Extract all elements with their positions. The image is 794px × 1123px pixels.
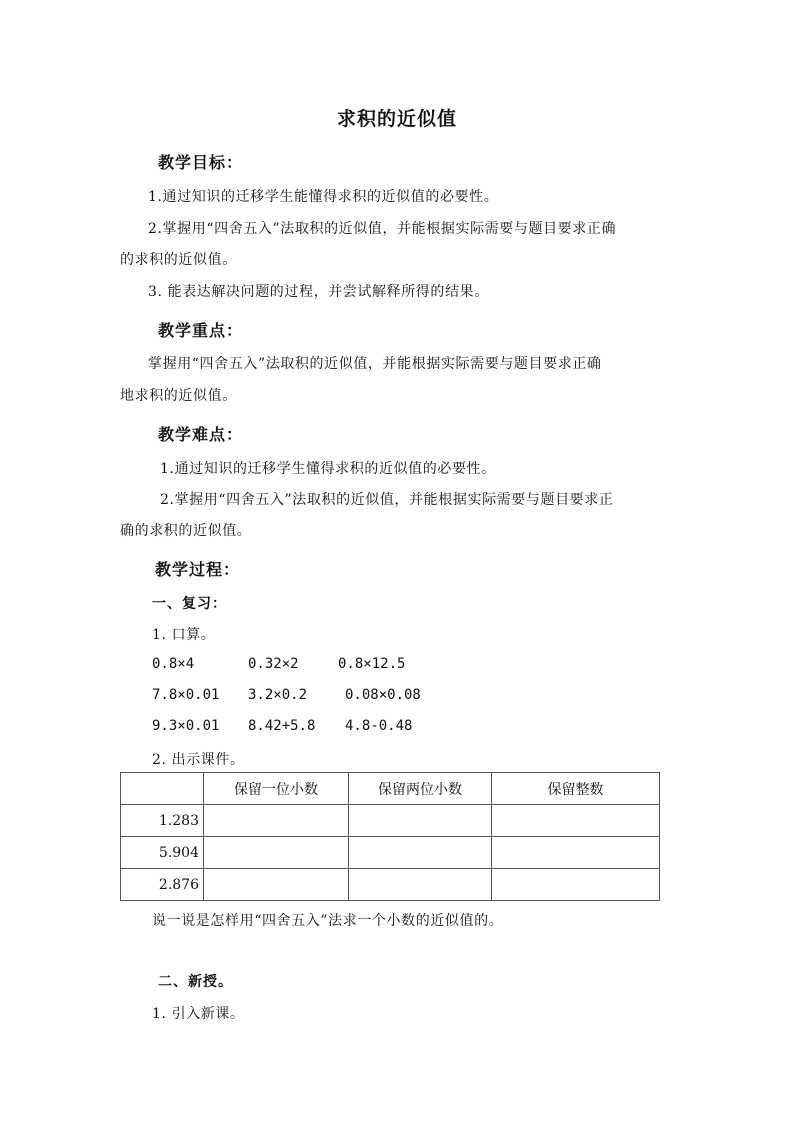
table-cell (349, 837, 492, 869)
oral-calc-r2c2: 3.2×0.2 (248, 687, 308, 703)
intro-label: 1. 引入新课。 (152, 1006, 245, 1022)
table-row-header: 5.904 (121, 837, 204, 869)
key-points-line-2: 地求积的近似值。 (120, 388, 237, 404)
table-col-header: 保留一位小数 (204, 773, 349, 805)
table-corner-cell (121, 773, 204, 805)
table-cell (204, 837, 349, 869)
difficulty-item-2-line-1: 2.掌握用“四舍五入”法取积的近似值，并能根据实际需要与题目要求正 (160, 492, 614, 508)
table-cell (492, 869, 660, 901)
discussion-prompt: 说一说是怎样用“四舍五入”法求一个小数的近似值的。 (152, 913, 504, 929)
oral-calc-r1c2: 0.32×2 (248, 656, 299, 672)
difficulty-item-1: 1.通过知识的迁移学生懂得求积的近似值的必要性。 (160, 461, 496, 477)
difficulty-item-2-line-2: 确的求积的近似值。 (120, 523, 252, 539)
process-heading: 教学过程： (155, 560, 241, 579)
new-lesson-heading: 二、新授。 (158, 974, 233, 990)
table-row (121, 869, 660, 901)
table-cell (204, 869, 349, 901)
courseware-label: 2. 出示课件。 (152, 752, 245, 768)
key-points-line-1: 掌握用“四舍五入”法取积的近似值，并能根据实际需要与题目要求正确 (148, 356, 602, 372)
table-cell (349, 869, 492, 901)
goal-item-3: 3. 能表达解决问题的过程，并尝试解释所得的结果。 (148, 284, 489, 300)
goal-item-2-line-1: 2.掌握用“四舍五入”法取积的近似值，并能根据实际需要与题目要求正确 (148, 221, 617, 237)
oral-calc-r3c3: 4.8-0.48 (345, 718, 413, 734)
table-col-header: 保留整数 (492, 773, 660, 805)
table-row-header: 1.283 (121, 805, 204, 837)
key-points-heading: 教学重点： (158, 321, 244, 340)
table-row-header: 2.876 (121, 869, 204, 901)
table-row (121, 805, 660, 837)
oral-calc-r3c1: 9.3×0.01 (152, 718, 220, 734)
page-title: 求积的近似值 (336, 108, 457, 130)
oral-calc-r1c3: 0.8×12.5 (338, 656, 406, 672)
table-row (121, 837, 660, 869)
oral-calc-r2c1: 7.8×0.01 (152, 687, 220, 703)
table-header-row (121, 773, 660, 805)
table-cell (492, 805, 660, 837)
table-cell (204, 805, 349, 837)
table-col-header: 保留两位小数 (349, 773, 492, 805)
table-cell (492, 837, 660, 869)
oral-calc-label: 1. 口算。 (152, 627, 216, 643)
goal-item-2-line-2: 的求积的近似值。 (120, 252, 237, 268)
difficulties-heading: 教学难点： (158, 425, 244, 444)
table-cell (349, 805, 492, 837)
rounding-table (120, 772, 660, 901)
goal-item-1: 1.通过知识的迁移学生能懂得求积的近似值的必要性。 (148, 189, 499, 205)
oral-calc-r1c1: 0.8×4 (152, 656, 195, 672)
oral-calc-r3c2: 8.42+5.8 (248, 718, 316, 734)
oral-calc-r2c3: 0.08×0.08 (345, 687, 421, 703)
review-heading: 一、复习： (152, 596, 227, 612)
goals-heading: 教学目标： (158, 153, 244, 172)
